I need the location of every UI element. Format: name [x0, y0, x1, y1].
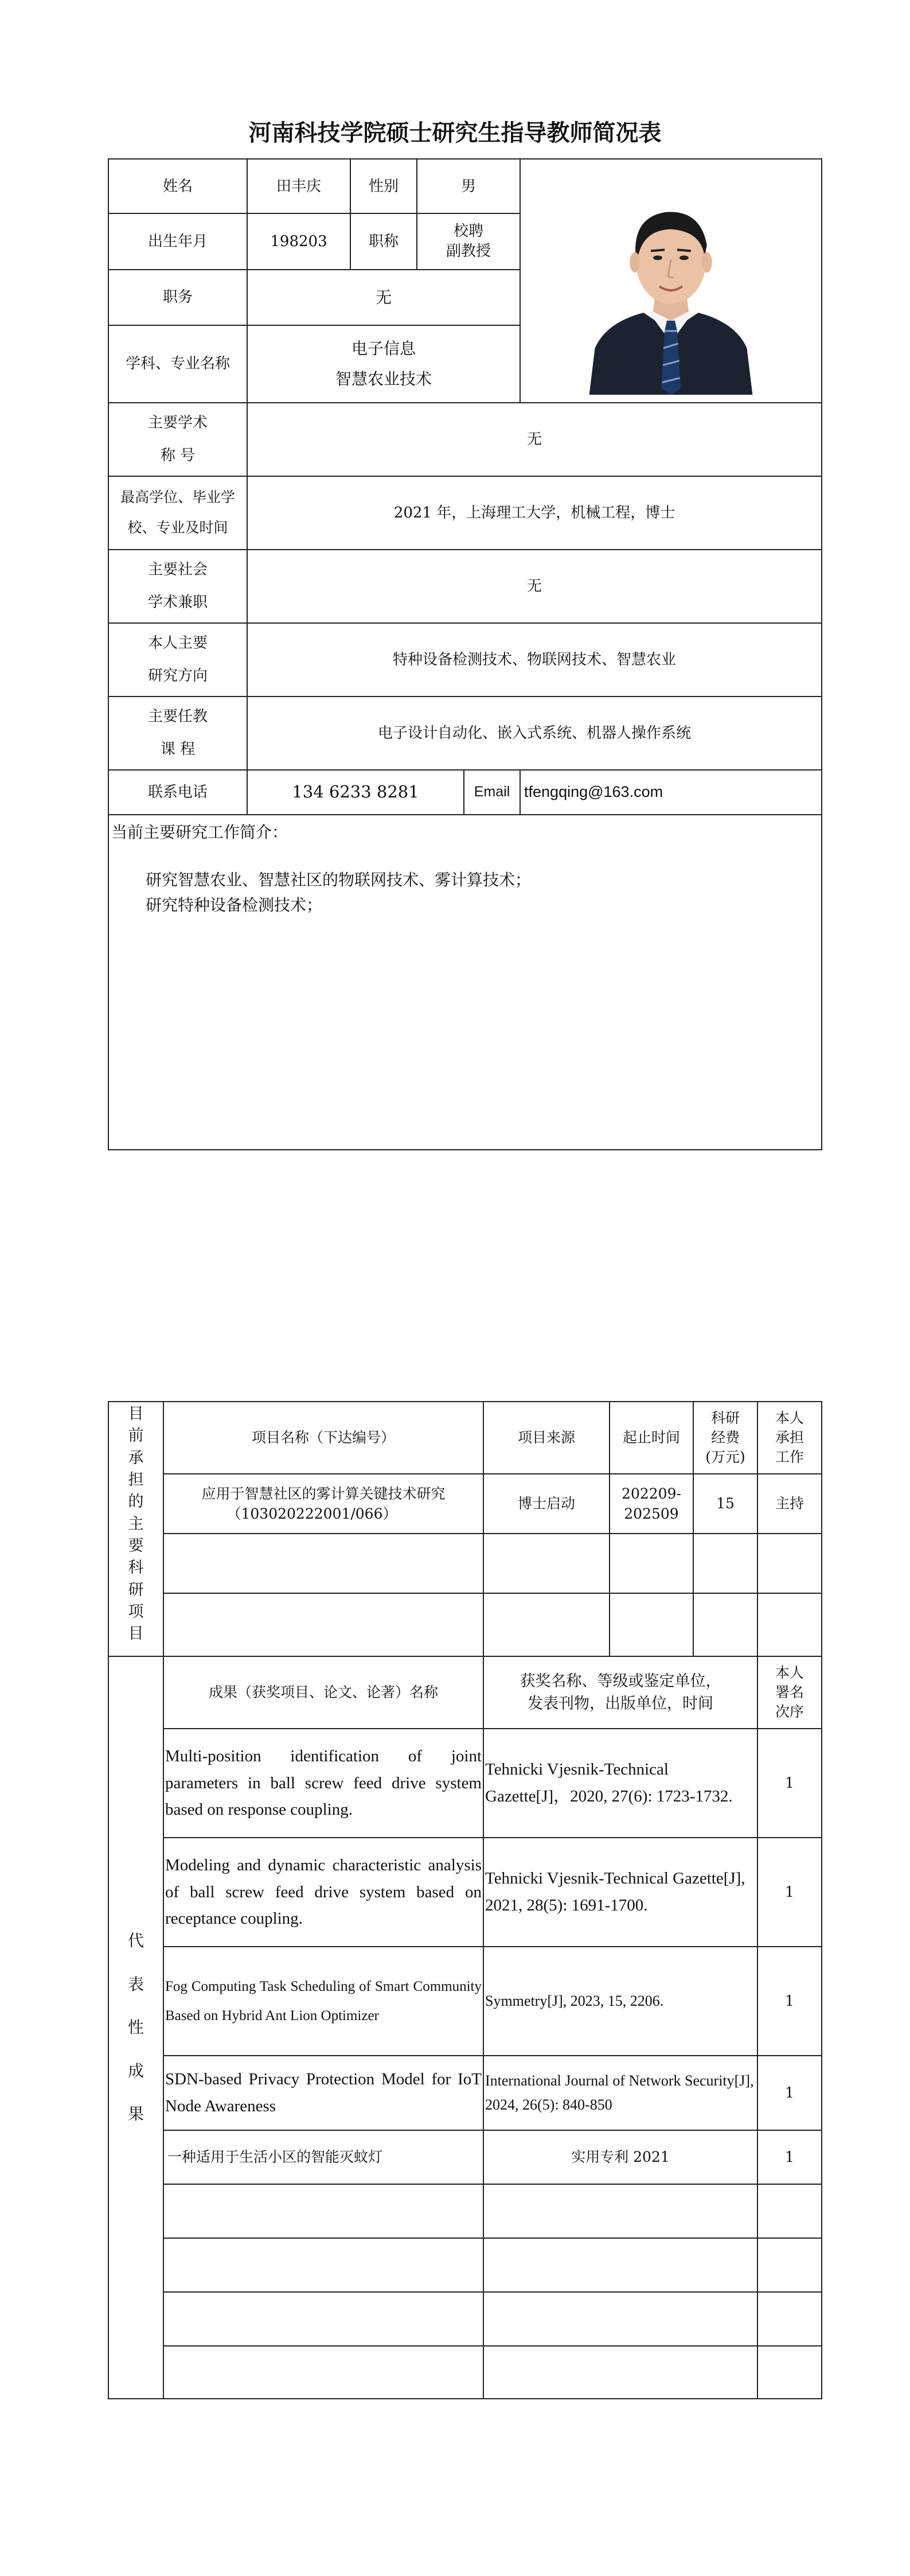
- project-role: 主持: [757, 1474, 822, 1534]
- position-value: 无: [247, 270, 520, 325]
- academic-title-value: 无: [247, 403, 822, 476]
- project-row-empty: [108, 1534, 822, 1593]
- period-start: 202209-: [622, 1485, 681, 1502]
- project-row-empty: [108, 1593, 822, 1656]
- empty-cell: [757, 2346, 822, 2399]
- projects-achievements-table: [108, 1401, 822, 2399]
- research-intro: [108, 815, 822, 1150]
- social-label-line-1: 主要社会: [147, 561, 208, 578]
- side-char: 的: [128, 1493, 144, 1511]
- empty-cell: [483, 2184, 757, 2238]
- achievement-title: Modeling and dynamic characteristic analysis of ball screw feed drive system based on receptance coupling.: [163, 1838, 483, 1947]
- achievement-title: Fog Computing Task Scheduling of Smart Community Based on Hybrid Ant Lion Optimizer: [163, 1947, 483, 2056]
- side-char: 果: [127, 2104, 144, 2124]
- research-intro-item: 研究特种设备检测技术；: [146, 895, 323, 915]
- achievement-order: 1: [757, 1947, 822, 2056]
- project-name-header: 项目名称（下达编号）: [163, 1402, 483, 1474]
- empty-cell: [693, 1534, 757, 1593]
- gender-label: 性别: [350, 159, 417, 213]
- project-role-header: [757, 1402, 822, 1474]
- project-source-header: 项目来源: [483, 1402, 610, 1474]
- projects-side-label: [108, 1402, 163, 1656]
- rank-line-1: 校聘: [454, 222, 484, 240]
- empty-cell: [483, 1593, 610, 1656]
- empty-cell: [163, 2184, 483, 2238]
- side-char: 要: [128, 1536, 144, 1555]
- project-name-line: 应用于智慧社区的雾计算关键技术研究: [201, 1485, 446, 1502]
- achievement-order-header: [757, 1656, 822, 1729]
- social-label: [108, 550, 247, 623]
- empty-cell: [163, 2238, 483, 2292]
- order-header-line: 次序: [775, 1703, 804, 1720]
- email-label: Email: [464, 770, 520, 815]
- funding-header-line: (万元): [705, 1448, 745, 1465]
- gender-value: 男: [417, 159, 520, 213]
- achievement-venue: Symmetry[J], 2023, 15, 2206.: [483, 1947, 757, 2056]
- empty-cell: [693, 1593, 757, 1656]
- phone-label: 联系电话: [108, 770, 247, 815]
- role-header-line: 本人: [775, 1410, 804, 1427]
- academic-title-label: [108, 403, 247, 476]
- discipline-value: [247, 325, 520, 403]
- birth-value: 198203: [247, 213, 350, 269]
- research-label-line-1: 本人主要: [147, 634, 208, 652]
- academic-title-label-line-1: 主要学术: [147, 414, 208, 431]
- position-label: 职务: [108, 270, 247, 325]
- project-name: [163, 1474, 483, 1534]
- empty-cell: [757, 1534, 822, 1593]
- empty-cell: [483, 2346, 757, 2399]
- side-char: 前: [128, 1427, 144, 1445]
- birth-label: 出生年月: [108, 213, 247, 269]
- empty-cell: [757, 1593, 822, 1656]
- side-char: 研: [128, 1581, 144, 1599]
- funding-header-line: 科研: [710, 1410, 740, 1427]
- courses-label-line-1: 主要任教: [147, 707, 208, 725]
- project-source: 博士启动: [483, 1474, 610, 1534]
- courses-label: [108, 696, 247, 770]
- degree-label-line-1: 最高学位、毕业学: [120, 489, 235, 506]
- rank-value: [417, 213, 520, 269]
- achievement-order: 1: [757, 1729, 822, 1838]
- empty-cell: [757, 2184, 822, 2238]
- degree-label-line-2: 校、专业及时间: [127, 519, 228, 536]
- achievement-title: 一种适用于生活小区的智能灭蚊灯: [163, 2130, 483, 2184]
- period-end: 202509: [624, 1505, 679, 1522]
- empty-cell: [483, 1534, 610, 1593]
- empty-cell: [163, 1593, 483, 1656]
- achievement-order: 1: [757, 1838, 822, 1947]
- side-char: 表: [127, 1974, 144, 1994]
- name-label: 姓名: [108, 159, 247, 213]
- project-code: （103020222001/066）: [226, 1505, 397, 1522]
- achievement-row: [108, 2130, 822, 2184]
- empty-cell: [483, 2238, 757, 2292]
- side-char: 主: [128, 1515, 144, 1533]
- side-char: 承: [128, 1449, 144, 1467]
- research-intro-item: 研究智慧农业、智慧社区的物联网技术、雾计算技术；: [146, 870, 532, 890]
- side-char: 目: [128, 1625, 144, 1643]
- role-header-line: 工作: [775, 1448, 804, 1465]
- academic-title-label-line-2: 称 号: [160, 446, 196, 464]
- achievement-venue: 实用专利 2021: [483, 2130, 757, 2184]
- achievement-venue-header: [483, 1656, 757, 1729]
- side-char: 代: [127, 1931, 144, 1951]
- achievement-row: [108, 2056, 822, 2130]
- rank-label: 职称: [350, 213, 417, 269]
- research-label: [108, 623, 247, 696]
- achievement-title: Multi-position identification of joint parameters in ball screw feed drive system based on response coupling.: [163, 1729, 483, 1838]
- achievement-venue: Tehnicki Vjesnik-Technical Gazette[J]，2020, 27(6): 1723-1732.: [483, 1729, 757, 1838]
- funding-header-line: 经费: [710, 1429, 740, 1446]
- side-char: 科: [128, 1559, 144, 1577]
- empty-cell: [610, 1534, 693, 1593]
- achievement-row-empty: [108, 2346, 822, 2399]
- courses-value: 电子设计自动化、嵌入式系统、机器人操作系统: [247, 696, 822, 770]
- empty-cell: [757, 2292, 822, 2346]
- name-value: 田丰庆: [247, 159, 350, 213]
- empty-cell: [163, 2292, 483, 2346]
- side-char: 目: [128, 1405, 144, 1423]
- project-row: [108, 1474, 822, 1534]
- achievement-row-empty: [108, 2292, 822, 2346]
- degree-value: 2021 年，上海理工大学，机械工程，博士: [247, 476, 822, 550]
- venue-header-line: 发表刊物，出版单位，时间: [528, 1695, 713, 1713]
- role-header-line: 承担: [775, 1429, 804, 1446]
- empty-cell: [163, 1534, 483, 1593]
- achievement-row: [108, 1947, 822, 2056]
- empty-cell: [163, 2346, 483, 2399]
- side-char: 项: [128, 1602, 144, 1621]
- achievement-venue: Tehnicki Vjesnik-Technical Gazette[J], 2021, 28(5): 1691-1700.: [483, 1838, 757, 1947]
- empty-cell: [483, 2292, 757, 2346]
- profile-table: [108, 158, 822, 1150]
- side-char: 性: [127, 2018, 144, 2037]
- achievement-name-header: 成果（获奖项目、论文、论著）名称: [163, 1656, 483, 1729]
- achievement-title: SDN-based Privacy Protection Model for IoT Node Awareness: [163, 2056, 483, 2130]
- achievement-row: [108, 1729, 822, 1838]
- courses-label-line-2: 课 程: [160, 740, 196, 758]
- project-period: [610, 1474, 693, 1534]
- side-char: 担: [128, 1470, 144, 1489]
- project-period-header: 起止时间: [610, 1402, 693, 1474]
- venue-header-line: 获奖名称、等级或鉴定单位，: [520, 1672, 721, 1690]
- email-value: tfengqing@163.com: [520, 770, 822, 815]
- rank-line-2: 副教授: [446, 243, 491, 260]
- research-intro-heading: 当前主要研究工作简介：: [111, 822, 288, 842]
- achievement-order: 1: [757, 2130, 822, 2184]
- achievement-row-empty: [108, 2238, 822, 2292]
- degree-label: [108, 476, 247, 550]
- social-label-line-2: 学术兼职: [147, 593, 208, 611]
- research-label-line-2: 研究方向: [147, 667, 208, 684]
- research-value: 特种设备检测技术、物联网技术、智慧农业: [247, 623, 822, 696]
- portrait-photo-icon: [521, 159, 821, 402]
- photo-cell: [520, 159, 822, 403]
- achievement-row: [108, 1838, 822, 1947]
- empty-cell: [757, 2238, 822, 2292]
- page-title: 河南科技学院硕士研究生指导教师简况表: [248, 120, 662, 146]
- social-value: 无: [247, 550, 822, 623]
- project-funding: 15: [693, 1474, 757, 1534]
- achievement-row-empty: [108, 2184, 822, 2238]
- project-funding-header: [693, 1402, 757, 1474]
- achievement-venue: International Journal of Network Security[J], 2024, 26(5): 840-850: [483, 2056, 757, 2130]
- empty-cell: [610, 1593, 693, 1656]
- discipline-line-2: 智慧农业技术: [335, 369, 432, 389]
- order-header-line: 本人: [775, 1664, 804, 1682]
- phone-value: 134 6233 8281: [247, 770, 464, 815]
- achievements-side-label: [108, 1656, 163, 2399]
- side-char: 成: [127, 2061, 144, 2080]
- discipline-line-1: 电子信息: [351, 339, 416, 359]
- achievement-order: 1: [757, 2056, 822, 2130]
- discipline-label: 学科、专业名称: [108, 325, 247, 403]
- order-header-line: 署名: [775, 1684, 804, 1701]
